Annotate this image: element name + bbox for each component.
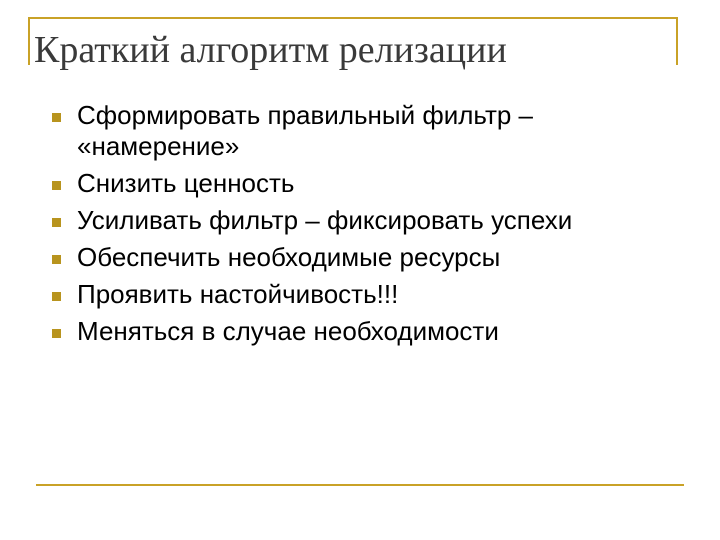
bullet-item [52,100,652,162]
bullet-text: Усиливать фильтр – фиксировать успехи [77,205,573,235]
slide-title: Краткий алгоритм релизации [34,29,507,71]
bullet-text: Проявить настойчивость!!! [77,279,399,309]
bullet-item [52,242,652,273]
frame-left-rule [28,17,30,65]
square-bullet-icon [52,218,61,227]
bullet-item [52,279,652,310]
square-bullet-icon [52,292,61,301]
frame-top-rule [28,17,678,19]
square-bullet-icon [52,255,61,264]
bullet-item [52,316,652,347]
square-bullet-icon [52,113,61,122]
bullet-list [52,100,652,353]
bullet-text: Меняться в случае необходимости [77,316,499,346]
square-bullet-icon [52,329,61,338]
square-bullet-icon [52,181,61,190]
footer-rule [36,484,684,486]
bullet-text: Сформировать правильный фильтр – «намерение» [77,100,533,161]
bullet-item [52,168,652,199]
frame-right-rule [676,17,678,65]
bullet-item [52,205,652,236]
bullet-text: Снизить ценность [77,168,295,198]
bullet-text: Обеспечить необходимые ресурсы [77,242,501,272]
